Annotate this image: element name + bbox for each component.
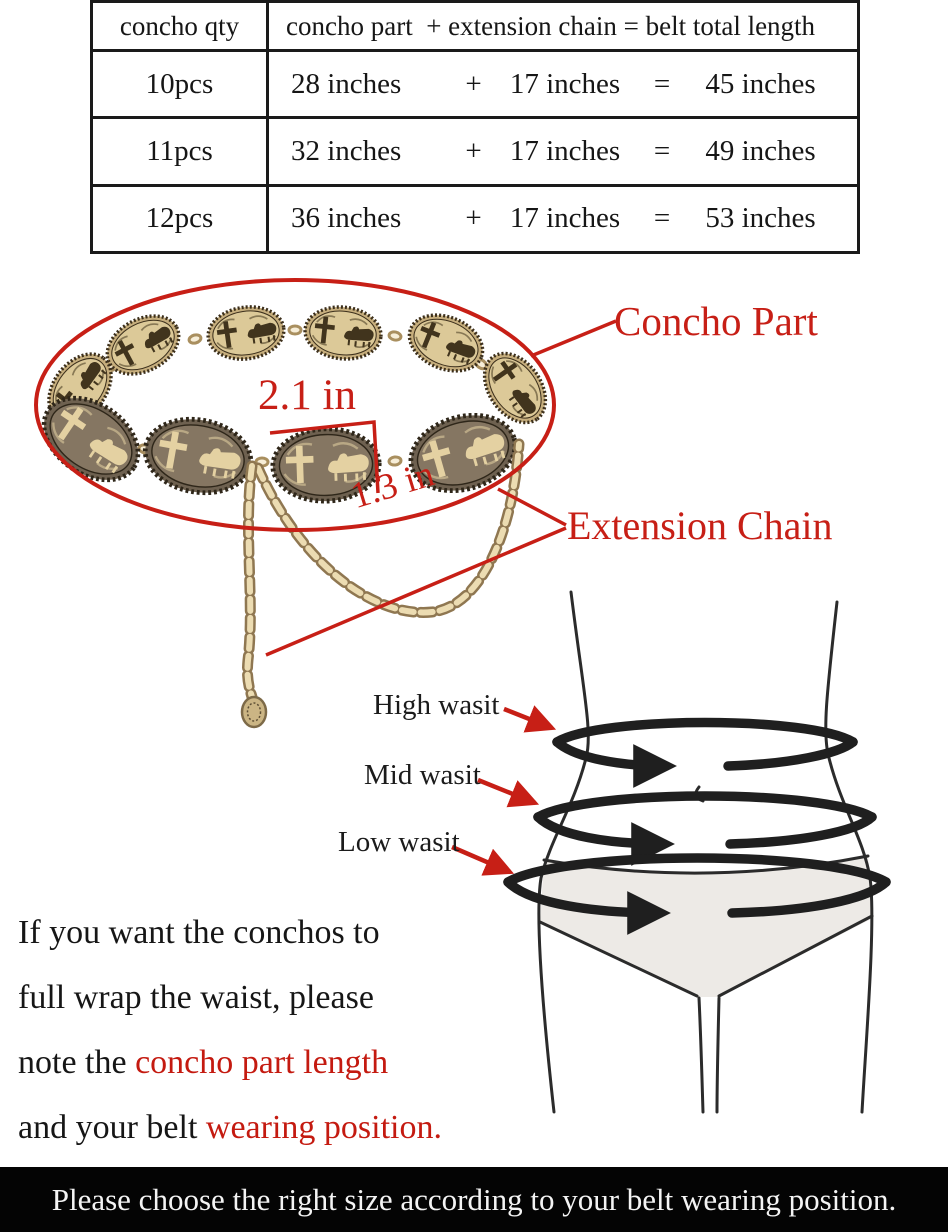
formula-header-cell [269,3,857,49]
torso-left-outline [539,592,588,1112]
mid-waist-arrow [478,780,535,803]
extension-chain-label: Extension Chain [567,503,833,548]
note-line [18,900,488,965]
mid-waist-label: Mid wasit [364,759,481,791]
low-waist-label: Low wasit [338,826,460,858]
note-line-3-black: note the [18,1044,136,1081]
concho-icon [205,302,288,364]
qty-header-cell [93,3,269,49]
note-line [18,965,488,1030]
qty-value: 10pcs [145,67,214,100]
values-cell [269,187,857,251]
table-header-row [93,3,857,52]
qty-cell [93,52,269,116]
concho-icon [139,411,256,501]
total-length-value: 53 inches [705,202,816,235]
high-waist-label: High wasit [373,689,500,721]
extension-chain-value: 17 inches [509,134,621,167]
concho-height-label: 1.3 in [346,453,439,518]
chain-pendant [242,697,266,727]
equals-sign: = [653,67,671,100]
total-length-value: 45 inches [705,67,816,100]
note-line [18,1095,488,1160]
qty-header-label: concho qty [119,10,240,41]
equals-sign: = [653,202,671,235]
qty-value: 11pcs [146,134,213,167]
table-row [93,187,857,251]
note-text [18,900,488,1160]
mid-waist-belt-loop [538,796,872,844]
values-cell [269,52,857,116]
low-waist-arrow [452,847,510,872]
extension-chain-value: 17 inches [509,67,621,100]
note-line [18,1030,488,1095]
size-chart-table [90,0,860,254]
note-line-3-red: concho part length [135,1044,389,1081]
note-line-1: If you want the conchos to [18,914,380,951]
extension-chain-value: 17 inches [509,202,621,235]
high-waist-arrow [504,709,552,728]
formula-header-label: concho part + extension chain = belt total length [286,10,816,41]
panty-shading [540,856,873,997]
concho-part-value: 28 inches [291,67,402,100]
bottom-banner [0,1167,948,1232]
note-line-4-black: and your belt [18,1109,206,1146]
total-length-value: 49 inches [705,134,816,167]
qty-cell [93,119,269,183]
note-line-4-red: wearing position. [205,1109,442,1146]
high-waist-belt-loop [557,723,853,767]
plus-sign: + [465,134,482,167]
table-row [93,52,857,119]
concho-part-label: Concho Part [614,298,818,344]
table-row [93,119,857,186]
values-cell [269,119,857,183]
waist-figure [452,592,886,1112]
inner-leg-lines [699,998,719,1112]
concho-width-label: 2.1 in [258,372,356,419]
qty-cell [93,187,269,251]
concho-part-value: 36 inches [291,202,402,235]
banner-text: Please choose the right size according to your belt wearing position. [51,1181,897,1217]
plus-sign: + [465,202,482,235]
equals-sign: = [653,134,671,167]
note-line-2: full wrap the waist, please [18,979,374,1016]
concho-part-value: 32 inches [291,134,402,167]
qty-value: 12pcs [145,202,214,235]
concho-icon [302,303,383,362]
plus-sign: + [465,67,482,100]
concho-part-pointer-line [531,321,616,356]
